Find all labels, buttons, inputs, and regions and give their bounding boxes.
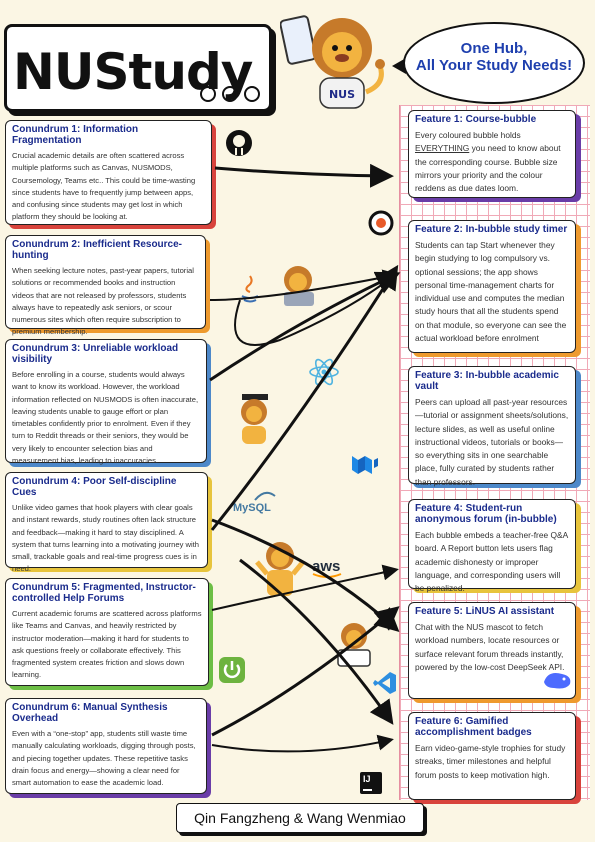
feature-6-title: Feature 6: Gamified accomplishment badges	[415, 716, 532, 738]
feature-1-title: Feature 1: Course-bubble	[415, 114, 537, 125]
conundrum-5-body: Current academic forums are scattered across platforms like Teams and Canvas, and heavily restricted by instructor moderation—making it hard for students to ask questions freely or collaborate effectively. This fragmented system creates friction and slows down learning.	[12, 609, 202, 680]
lion-mascot-with-phone	[280, 14, 398, 116]
feature-1-body: Every coloured bubble holds EVERYTHING you need to know about the corresponding course. Bubble size mirrors your priority and the colour reddens as due dates loom.	[415, 130, 561, 194]
feature-3-card	[408, 366, 576, 487]
lion-mascot-reading	[332, 620, 376, 670]
conundrum-1-title: Conundrum 1: Information Fragmentation	[12, 124, 139, 146]
vscode-icon	[372, 670, 398, 696]
react-icon	[308, 356, 340, 388]
conundrum-1-card	[5, 120, 212, 225]
feature-4-body: Each bubble embeds a teacher-free Q&A board. A Report button lets users flag academic dishonesty or improper language, and corresponding users will be penalized.	[415, 530, 568, 594]
lion-mascot-cheering	[255, 538, 305, 602]
aws-icon: aws	[312, 558, 341, 575]
feature-3-title: Feature 3: In-bubble academic vault	[415, 370, 559, 392]
feature-4-card	[408, 499, 576, 594]
conundrum-6-title: Conundrum 6: Manual Synthesis Overhead	[12, 702, 168, 724]
conundrum-4-card	[5, 472, 208, 574]
feature-1-card	[408, 110, 576, 198]
lion-mascot-laptop	[276, 262, 324, 310]
conundrum-4-title: Conundrum 4: Poor Self-discipline Cues	[12, 476, 177, 498]
conundrum-2-title: Conundrum 2: Inefficient Resource-hunting	[12, 239, 183, 261]
conundrum-6-card	[5, 698, 207, 794]
feature-2-body: Students can tap Start whenever they begin studying to log compulsory vs. optional sessions; the app shows personal time-management charts for individual use and computes the median study hours that all the students spend on that module, so everyone can see the actual workload before enrolment	[415, 240, 567, 344]
conundrum-6-body: Even with a “one-stop” app, students still waste time manually calculating workloads, digging through posts, and piecing together updates. These repetitive tasks drain focus and energy—showing a clear need for smart automation to ease the academic load.	[12, 729, 196, 788]
arrow-c6-to-f6	[212, 740, 390, 751]
feature-2-card	[408, 220, 576, 353]
github-icon	[224, 128, 254, 158]
conundrum-2-card	[5, 235, 206, 337]
mysql-icon: MySQL	[233, 490, 279, 518]
java-icon	[240, 274, 260, 304]
conundrum-3-body: Before enrolling in a course, students would always want to know its workload. However, the workload information reflected on NUSMODS is often inaccurate, leaving students unable to gauge effort or plan timetables confidently prior to enrolment. Even if they turn to Reddit threads or their seniors, they would be very likely to encounter selection bias and measurement bias, leading to inaccuracies.	[12, 370, 199, 466]
feature-5-body: Chat with the NUS mascot to fetch workload numbers, locate resources or surface relevant forum threads instantly, powered by the low-cost DeepSeek API.	[415, 622, 565, 672]
feature-5-title: Feature 5: LiNUS AI assistant	[415, 606, 555, 617]
spring-power-icon	[218, 656, 246, 684]
feature-6-card	[408, 712, 576, 800]
tagline-line-2: All Your Study Needs!	[415, 57, 573, 74]
conundrum-3-title: Conundrum 3: Unreliable workload visibility	[12, 343, 179, 365]
tagline-bubble	[403, 22, 585, 104]
deepseek-whale-icon	[542, 668, 574, 692]
conundrum-5-card	[5, 578, 209, 686]
arrow-c1-to-f1	[215, 168, 388, 176]
feature-4-title: Feature 4: Student-run anonymous forum (in-bubble)	[415, 503, 557, 525]
material-ui-icon	[350, 450, 380, 478]
conundrum-3-card	[5, 339, 207, 466]
conundrum-2-body: When seeking lecture notes, past-year papers, tutorial solutions or recommended books and instruction videos that are not released by professors, students always have to repeatedly ask seniors, or scour numerous sites which often require subscription to premium membership.	[12, 266, 194, 337]
conundrum-5-title: Conundrum 5: Fragmented, Instructor-controlled Help Forums	[12, 582, 196, 604]
feature-3-body: Peers can upload all past-year resources—tutorial or assignment sheets/solutions, lecture slides, as well as useful online instructional videos, tutorials or books—so everything sits in one searchable place, fully curated by students rather than professors.	[415, 397, 569, 487]
conundrum-4-body: Unlike video games that hook players with clear goals and instant rewards, study routines often lack structure and feedback—making it hard to stay disciplined. A system that turns learning into a motivating journey with small, trackable goals and real-time progress cues is in need.	[12, 503, 199, 574]
feature-2-title: Feature 2: In-bubble study timer	[415, 224, 568, 235]
lion-mascot-graduate	[232, 392, 278, 446]
decorative-dots	[198, 82, 268, 106]
app-title: NUStudy	[13, 43, 253, 101]
chatbot-icon	[368, 210, 394, 236]
feature-6-body: Earn video-game-style trophies for study streaks, timer milestones and helpful forum posts to keep motivation high.	[415, 743, 566, 780]
feature-1-emphasis: EVERYTHING	[415, 143, 470, 154]
conundrum-1-body: Crucial academic details are often scattered across multiple platforms such as Canvas, NUSMODS, Coursemology, Teams etc.. This could be time-wasting since students have to frequently jump between apps, and confusing since students may get lost in which platform they should be looking at.	[12, 151, 196, 222]
tagline-line-1: One Hub,	[460, 40, 528, 57]
authors-footer: Qin Fangzheng & Wang Wenmiao	[176, 803, 424, 833]
intellij-icon: IJ	[360, 772, 382, 794]
mascot-shirt-text: NUS	[328, 88, 356, 101]
